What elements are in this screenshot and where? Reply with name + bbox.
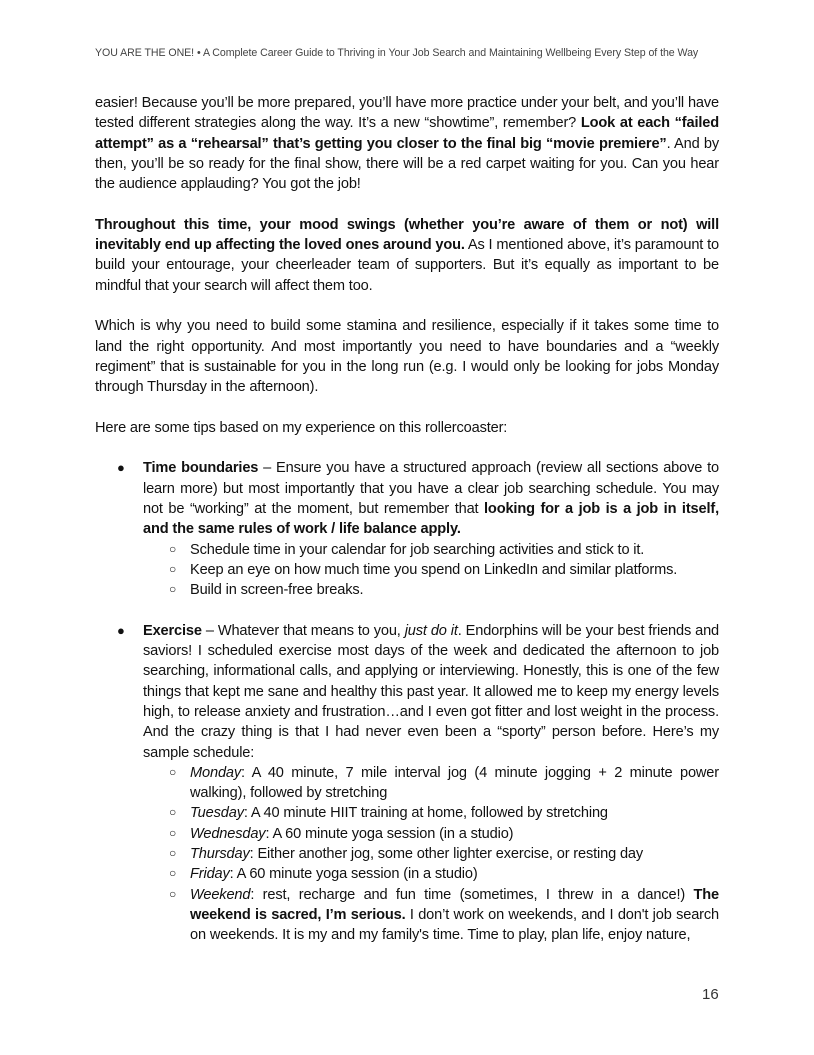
sub-item-text: Friday: A 60 minute yoga session (in a studio) [190,866,478,883]
circle-bullet-icon: ○ [169,805,177,820]
sub-item-text: Monday: A 40 minute, 7 mile interval jog (4 minute jogging + 2 minute power walking), followed by stretching [190,764,719,802]
circle-bullet-icon: ○ [169,561,177,576]
sub-item-text: Keep an eye on how much time you spend on LinkedIn and similar platforms. [190,561,678,578]
circle-bullet-icon: ○ [169,825,177,840]
sub-item [143,560,719,580]
schedule-item-friday [143,864,719,884]
page-body [95,93,719,966]
tips-list [95,458,719,945]
paragraph: Which is why you need to build some stamina and resilience, especially if it takes some time to land the right opportunity. And most importantly you need to have boundaries and a “weekly regiment” that is sustainable for you in the long run (e.g. I would only be looking for jobs Monday through Thursday in the afternoon). [95,318,719,396]
sub-item-text: Weekend: rest, recharge and fun time (sometimes, I threw in a dance!) The weekend is sacred, I’m serious. I don’t work on weekends, and I don't job search on weekends. It is my and my family's time. Time to play, plan life, enjoy nature, [190,886,719,944]
schedule-item-tuesday [143,803,719,823]
bullet-icon: ● [117,460,125,476]
circle-bullet-icon: ○ [169,845,177,860]
running-header: YOU ARE THE ONE! • A Complete Career Guide to Thriving in Your Job Search and Maintaining Wellbeing Every Step of the Way [95,47,699,59]
sub-item-text: Tuesday: A 40 minute HIIT training at home, followed by stretching [190,805,608,822]
sub-item-text: Schedule time in your calendar for job searching activities and stick to it. [190,541,645,558]
tip-text: Exercise – Whatever that means to you, just do it. Endorphins will be your best friends and saviors! I scheduled exercise most days of the week and dedicated the afternoon to job searching, informational calls, and applying or interviewing. Honestly, this is one of the few things that kept me sane and healthy this past year. It allowed me to keep my energy levels high, to release anxiety and frustration…and I even got fitter and lost weight in the process. And the crazy thing is that I had never even been a “sporty” person before. Here’s my sample schedule: [143,622,720,761]
circle-bullet-icon: ○ [169,541,177,556]
schedule-item-wednesday [143,824,719,844]
paragraph: easier! Because you’ll be more prepared, you’ll have more practice under your belt, and you’ll have tested different strategies along the way. It’s a new “showtime”, remember? Look at each “failed attempt” as a “rehearsal” that’s getting you closer to the final big “movie premiere”. And by then, you’ll be so ready for the final show, there will be a red carpet waiting for you. Can you hear the audience applauding? You got the job! [95,95,719,193]
sub-item-text: Wednesday: A 60 minute yoga session (in a studio) [190,825,514,842]
sub-item [143,580,719,600]
schedule-item-monday [143,763,719,804]
circle-bullet-icon: ○ [169,866,177,881]
page-number: 16 [702,986,719,1003]
circle-bullet-icon: ○ [169,886,177,901]
circle-bullet-icon: ○ [169,764,177,779]
paragraph-list-intro: Here are some tips based on my experience on this rollercoaster: [95,419,508,436]
sub-item [143,540,719,560]
sub-item-text: Thursday: Either another jog, some other lighter exercise, or resting day [190,845,644,862]
schedule-list [143,763,719,946]
sub-list [143,540,719,601]
tip-time-boundaries [95,458,719,600]
tip-exercise [95,621,719,946]
circle-bullet-icon: ○ [169,582,177,597]
sub-item-text: Build in screen-free breaks. [190,582,364,599]
paragraph: Throughout this time, your mood swings (whether you’re aware of them or not) will inevitably end up affecting the loved ones around you. As I mentioned above, it’s paramount to build your entourage, your cheerleader team of supporters. But it’s equally as important to be mindful that your search will affect them too. [95,216,719,294]
bullet-icon: ● [117,622,125,638]
schedule-item-thursday [143,844,719,864]
tip-text: Time boundaries – Ensure you have a structured approach (review all sections above to learn more) but most importantly that you have a clear job searching schedule. You may not be “working” at the moment, but remember that looking for a job is a job in itself, and the same rules of work / life balance apply. [143,460,719,538]
schedule-item-weekend [143,885,719,946]
